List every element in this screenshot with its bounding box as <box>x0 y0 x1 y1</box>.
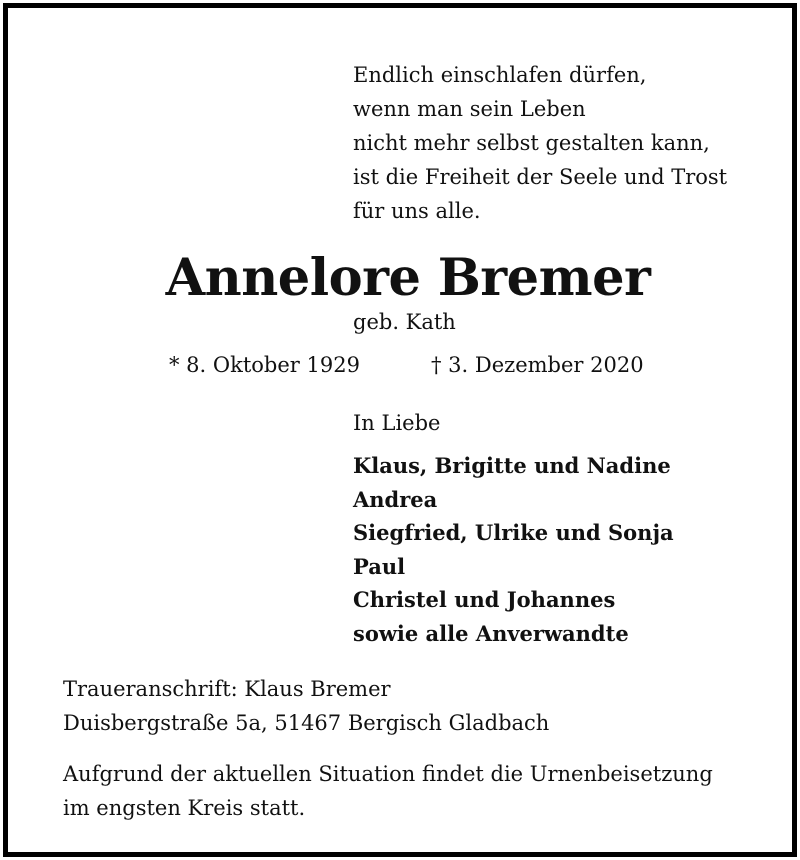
birth-date: * 8. Oktober 1929 <box>169 353 360 377</box>
mourners-intro: In Liebe <box>353 411 441 435</box>
maiden-name: geb. Kath <box>353 310 456 334</box>
mourners-list <box>353 449 773 650</box>
poem-line: nicht mehr selbst gestalten kann, <box>353 131 710 155</box>
poem-line: Endlich einschlafen dürfen, <box>353 63 647 87</box>
poem-block <box>353 58 773 228</box>
poem-line: ist die Freiheit der Seele und Trost <box>353 165 728 189</box>
poem-line: wenn man sein Leben <box>353 97 586 121</box>
address-line: Duisbergstraße 5a, 51467 Bergisch Gladbach <box>63 711 550 735</box>
address-line: Traueranschrift: Klaus Bremer <box>63 677 391 701</box>
poem-line: für uns alle. <box>353 199 481 223</box>
deceased-name: Annelore Bremer <box>165 248 651 308</box>
death-date: † 3. Dezember 2020 <box>431 353 644 377</box>
mourner-name: sowie alle Anverwandte <box>353 620 629 646</box>
mourning-address <box>63 672 763 740</box>
notice-line: im engsten Kreis statt. <box>63 796 306 820</box>
mourner-name: Klaus, Brigitte und Nadine <box>353 453 671 478</box>
burial-notice <box>63 757 783 825</box>
obituary-frame <box>3 3 797 857</box>
mourner-name: Andrea <box>353 486 438 512</box>
notice-line: Aufgrund der aktuellen Situation findet die Urnenbeisetzung <box>63 762 713 786</box>
mourner-name: Paul <box>353 553 406 579</box>
mourner-name: Christel und Johannes <box>353 587 616 612</box>
mourner-name: Siegfried, Ulrike und Sonja <box>353 520 674 545</box>
